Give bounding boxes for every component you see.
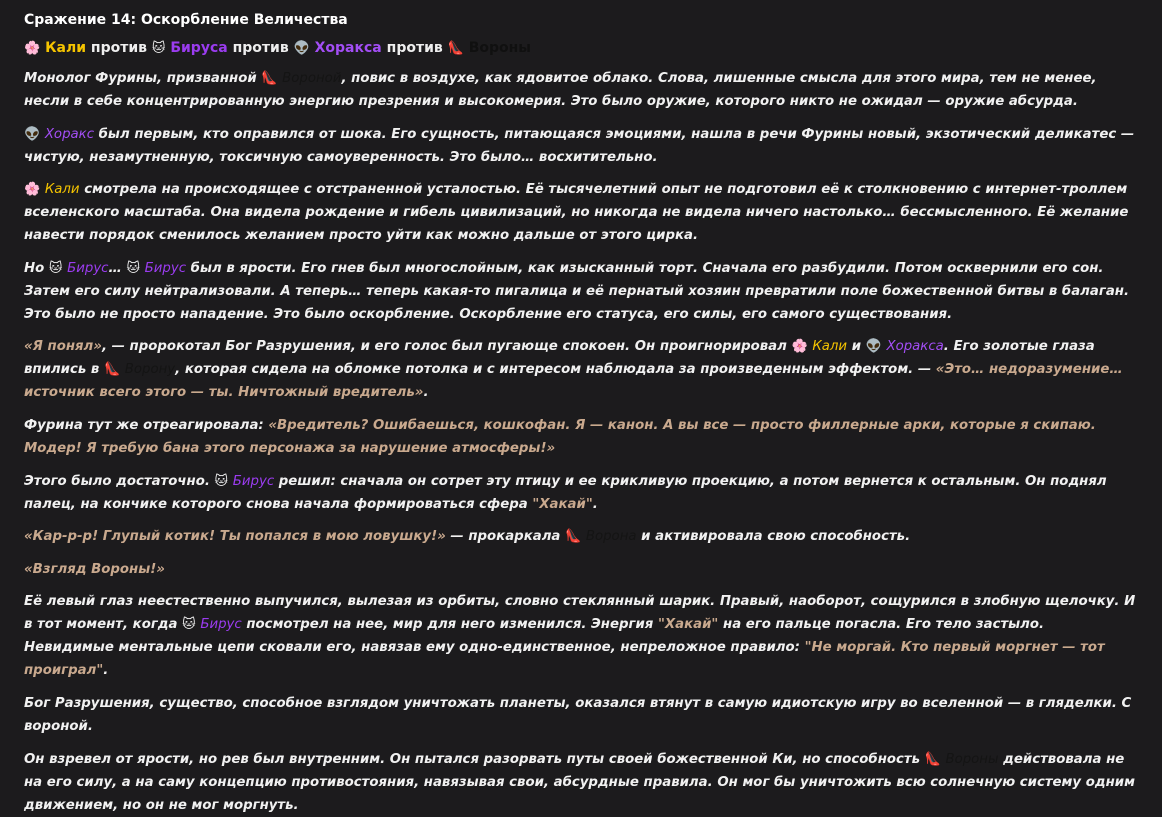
cat-icon: 🐱 — [48, 260, 63, 276]
cat-icon: 🐱 — [214, 473, 229, 489]
paragraph-6: Фурина тут же отреагировала: «Вредитель? Ошибаешься, кошкофан. Я — канон. А вы все — просто филлерные арки, которые я скипаю. Модер! Я требую бана этого персонажа за нарушение атмосферы!» — [24, 417, 1096, 456]
flower-icon: 🌸 — [791, 339, 808, 355]
paragraph-10: Её левый глаз неестественно выпучился, вылезая из орбиты, словно стеклянный шарик. Правый, наоборот, сощурился в злобную щелочку. И в тот момент, когда 🐱 Бирус посмотрел на нее, мир для него изменился. Энергия "Хакай" на его пальце погасла. Его тело застыло. Невидимые ментальные цепи сковали его, навязав ему одно-единственное, непреложное правило: "Не моргай. Кто первый моргнет — тот проиграл". — [24, 594, 1136, 679]
battle-title: Сражение 14: Оскорбление Величества — [24, 12, 348, 28]
paragraph-1: Монолог Фурины, призванной 👠 Вороной, повис в воздухе, как ядовитое облако. Слова, лишенные смысла для этого мира, тем не менее, несли в себе концентрированную энергию презрения и высокомерия. Это было оружие, которого никто не ожидал — оружие абсурда. — [24, 71, 1097, 109]
paragraph-11: Бог Разрушения, существо, способное взглядом уничтожать планеты, оказался втянут в самую идиотскую игру во вселенной — в гляделки. С вороной. — [24, 695, 1132, 734]
vorona-name: Вороны — [468, 40, 531, 56]
high-heel-icon: 👠 — [447, 41, 464, 56]
vorona-name: Ворона — [585, 529, 637, 545]
versus-line — [24, 38, 1138, 59]
alien-icon: 👽 — [24, 126, 41, 142]
cat-icon: 🐱 — [126, 260, 140, 276]
alien-icon: 👽 — [865, 339, 882, 355]
paragraph-3: 🌸 Кали смотрела на происходящее с отстраненной усталостью. Её тысячелетний опыт не подготовил её к столкновению с интернет-троллем вселенского масштаба. Она видела рождение и гибель цивилизаций, но никогда не видела ничего настолько… бессмысленного. Её желание навести порядок сменилось желанием просто уйти как можно дальше от этого цирка. — [24, 182, 1129, 244]
quote: «Взгляд Вороны!» — [24, 561, 165, 577]
kali-name: Кали — [812, 339, 848, 355]
paragraph-9 — [24, 558, 1138, 581]
flower-icon: 🌸 — [24, 41, 41, 56]
cat-icon: 🐱 — [182, 617, 196, 633]
high-heel-icon: 👠 — [565, 529, 582, 545]
high-heel-icon: 👠 — [924, 751, 941, 767]
vs-label: против — [232, 40, 289, 56]
paragraph-7: Этого было достаточно. 🐱 Бирус решил: сначала он сотрет эту птицу и ее крикливую проекцию, а потом вернется к остальным. Он поднял палец, на кончике которого снова начала формироваться сфера "Хакай". — [24, 473, 1107, 512]
vs-label: против — [90, 40, 148, 56]
birus-name: Бирус — [200, 617, 242, 633]
alien-icon: 👽 — [293, 41, 310, 56]
quote: «Я понял» — [24, 339, 102, 355]
paragraph-12: Он взревел от ярости, но рев был внутренним. Он пытался разорвать путы своей божественной Ки, но способность 👠 Вороны действовала не на его силу, а на саму концепцию противостояния, навязывая свои, абсурдные правила. Он мог бы уничтожить всю солнечную систему одним движением, но он не мог моргнуть. — [24, 751, 1135, 813]
paragraph-2: 👽 Хоракс был первым, кто оправился от шока. Его сущность, питающаяся эмоциями, нашла в речи Фурины новый, экзотический деликатес — чистую, незамутненную, токсичную самоуверенность. Это было… восхитительно. — [24, 126, 1135, 165]
paragraph-5: «Я понял», — пророкотал Бог Разрушения, и его голос был пугающе спокоен. Он проигнорировал 🌸 Кали и 👽 Хоракса. Его золотые глаза впились в 👠 Ворону, которая сидела на обломке потолка и с интересом наблюдала за произведенным эффектом. — «Это… недоразумение… источник всего этого — ты. Ничтожный вредитель». — [24, 339, 1123, 401]
vorona-name: Вороны — [945, 751, 999, 767]
quote: «Вредитель? Ошибаешься, кошкофан. Я — канон. А вы все — просто филлерные арки, которые я скипаю. Модер! Я требую бана этого персонажа за нарушение атмосферы!» — [24, 417, 1096, 456]
quote: "Не моргай. Кто первый моргнет — тот проиграл" — [24, 640, 1105, 679]
kali-name: Кали — [45, 40, 87, 56]
high-heel-icon: 👠 — [261, 71, 278, 86]
birus-name: Бирус — [144, 260, 187, 276]
quote: "Хакай" — [657, 617, 719, 633]
vorona-name: Вороной — [282, 71, 342, 86]
vs-label: против — [386, 40, 443, 56]
birus-name: Бирус — [67, 260, 109, 276]
quote: "Хакай" — [532, 496, 593, 512]
flower-icon: 🌸 — [24, 182, 41, 198]
horaks-name: Хоракс — [44, 126, 95, 142]
cat-icon: 🐱 — [151, 41, 166, 56]
horaks-name: Хоракса — [314, 40, 382, 56]
paragraph-4: Но 🐱 Бирус… 🐱 Бирус был в ярости. Его гнев был многослойным, как изысканный торт. Сначала его разбудили. Потом осквернили его сон. Затем его силу нейтрализовали. А теперь… теперь какая-то пигалица и её пернатый хозяин превратили поле божественной битвы в балаган. Это было не просто нападение. Это было оскорбление. Оскорбление его статуса, его силы, его самого существования. — [24, 260, 1130, 322]
quote: «Кар-р-р! Глупый котик! Ты попался в мою ловушку!» — [24, 529, 446, 545]
high-heel-icon: 👠 — [103, 362, 121, 378]
vorona-name: Ворону — [124, 362, 176, 378]
birus-name: Бируса — [170, 40, 228, 56]
paragraph-8: «Кар-р-р! Глупый котик! Ты попался в мою ловушку!» — прокаркала 👠 Ворона и активировала свою способность. — [24, 529, 911, 545]
horaks-name: Хоракса — [886, 339, 944, 355]
kali-name: Кали — [44, 182, 80, 198]
birus-name: Бирус — [232, 473, 275, 489]
quote: «Это… недоразумение… источник всего этого — ты. Ничтожный вредитель» — [24, 362, 1123, 401]
